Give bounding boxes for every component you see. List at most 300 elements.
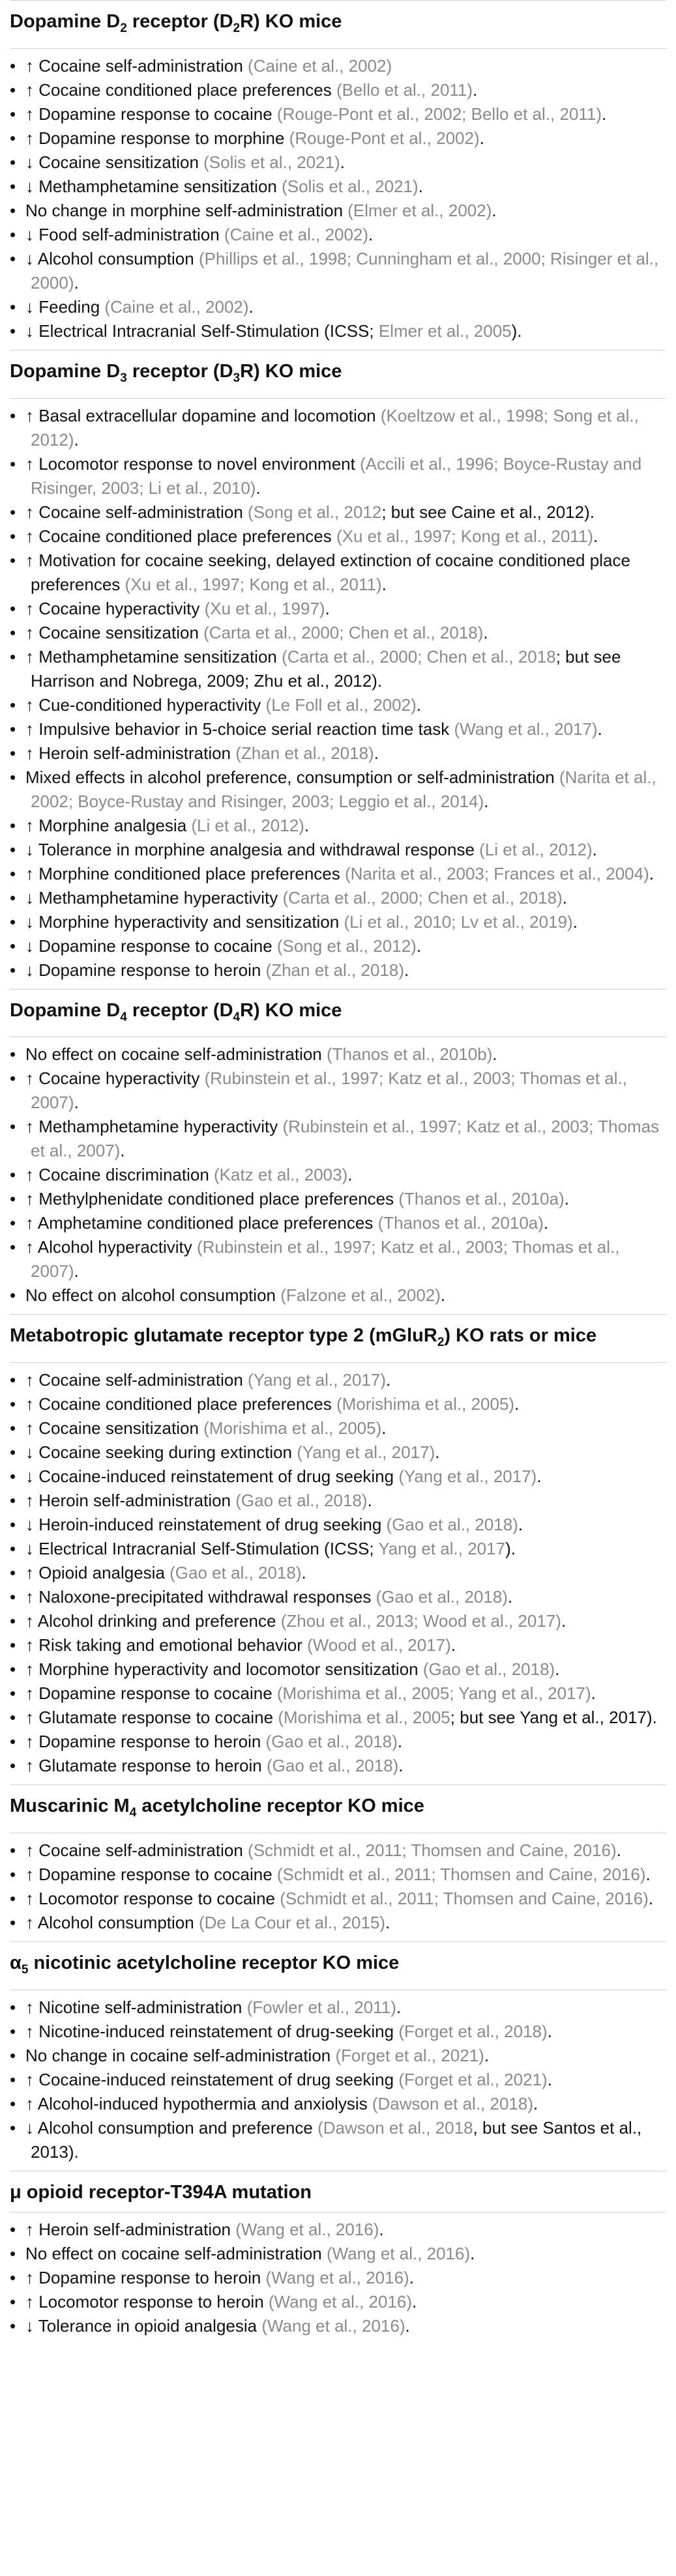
finding-item	[10, 2266, 666, 2290]
bullet-icon: •	[10, 1611, 16, 1631]
bullet-icon: •	[10, 598, 16, 618]
bullet-icon: •	[10, 887, 16, 908]
finding-tail: .	[74, 429, 79, 450]
citation-link[interactable]: (Wang et al., 2016)	[326, 2243, 471, 2263]
citation-link[interactable]: Yang et al., 2017	[378, 1539, 506, 1559]
citation-link[interactable]: (Wang et al., 2017)	[454, 719, 598, 739]
finding-text: ↑ Locomotor response to cocaine	[25, 1888, 280, 1908]
section-title: Dopamine $D_2$ receptor $(D_2R)$ KO mice	[10, 1, 666, 49]
citation-link[interactable]: (Gao et al., 2018)	[235, 1491, 368, 1511]
citation-link[interactable]: (Xu et al., 1997; Kong et al., 2011)	[336, 526, 594, 546]
finding-tail: .	[597, 719, 602, 739]
finding-item	[10, 1416, 666, 1440]
bullet-icon: •	[10, 1418, 16, 1438]
finding-text: ↑ Locomotor response to heroin	[25, 2291, 269, 2311]
bullet-icon: •	[10, 152, 16, 172]
citation-link[interactable]: (Wang et al., 2016)	[265, 2267, 409, 2287]
finding-text: ↑ Dopamine response to heroin	[25, 2267, 266, 2287]
finding-tail: .	[120, 1141, 125, 1161]
finding-text: ↓ Feeding	[25, 296, 105, 317]
finding-text: ↑ Cocaine hyperactivity	[25, 598, 205, 618]
finding-tail: ; but see Caine et al., 2012).	[381, 502, 595, 522]
finding-text: ↓ Food self-administration	[25, 224, 224, 244]
citation-link[interactable]: (Thanos et al., 2010a)	[377, 1213, 544, 1233]
bullet-icon: •	[10, 767, 16, 787]
finding-item	[10, 1609, 666, 1633]
bullet-icon: •	[10, 1563, 16, 1583]
finding-tail: .	[473, 79, 478, 100]
finding-tail: .	[367, 1491, 372, 1511]
citation-link[interactable]: (Song et al., 2012	[248, 502, 382, 522]
finding-text: ↑ Cocaine self-administration	[25, 502, 248, 522]
bullet-icon: •	[10, 550, 16, 570]
citation-link[interactable]: (Li et al., 2010; Lv et al., 2019)	[344, 911, 573, 932]
citation-link[interactable]: (Carta et al., 2000; Chen et al., 2018)	[282, 887, 563, 908]
finding-tail: .	[479, 128, 484, 148]
citation-link[interactable]: (Gao et al., 2018)	[422, 1659, 555, 1680]
section-title: Dopamine $D_4$ receptor $(D_4R)$ KO mice	[10, 990, 666, 1038]
finding-item	[10, 2242, 666, 2266]
finding-item	[10, 1235, 666, 1283]
finding-text: ↑ Morphine analgesia	[25, 815, 192, 835]
finding-text: ↑ Cocaine conditioned place preferences	[25, 1394, 336, 1414]
finding-tail: .	[514, 1394, 520, 1414]
bullet-icon: •	[10, 405, 16, 425]
finding-item	[10, 126, 666, 150]
finding-text: ↑ Opioid analgesia	[25, 1563, 170, 1583]
finding-text: ↑ Heroin self-administration	[25, 743, 236, 763]
citation-link[interactable]: (Caine et al., 2002)	[248, 55, 392, 76]
bullet-icon: •	[10, 1165, 16, 1185]
finding-text: ↑ Alcohol drinking and preference	[25, 1611, 281, 1631]
finding-item	[10, 1187, 666, 1211]
citation-link[interactable]: (Morishima et al., 2005	[278, 1708, 450, 1728]
bullet-icon: •	[10, 1213, 16, 1233]
finding-list	[10, 1990, 666, 2171]
finding-item	[10, 1392, 666, 1416]
finding-tail: .	[547, 2021, 552, 2041]
citation-link[interactable]: (Fowler et al., 2011)	[246, 1997, 396, 2017]
finding-tail: .	[374, 743, 379, 763]
citation-link[interactable]: (Forget et al., 2021)	[335, 2045, 484, 2065]
citation-link[interactable]: (Caine et al., 2002)	[104, 296, 249, 317]
citation-link[interactable]: (Solis et al., 2021)	[282, 176, 419, 196]
finding-text: ↓ Tolerance in opioid analgesia	[25, 2315, 262, 2336]
bullet-icon: •	[10, 1394, 16, 1414]
citation-link[interactable]: (Gao et al., 2018)	[386, 1515, 518, 1535]
finding-text: ↑ Basal extracellular dopamine and locomotion	[25, 405, 381, 425]
bullet-icon: •	[10, 453, 16, 474]
citation-link[interactable]: (Wood et al., 2017)	[307, 1635, 451, 1655]
finding-item	[10, 1368, 666, 1392]
citation-link[interactable]: (Li et al., 2012)	[479, 839, 593, 859]
finding-tail: .	[648, 1888, 654, 1908]
finding-item	[10, 524, 666, 549]
finding-text: ↑ Glutamate response to heroin	[25, 1756, 267, 1776]
finding-text: ↑ Cocaine conditioned place preferences	[25, 79, 336, 100]
finding-text: ↑ Cocaine self-administration	[25, 55, 248, 76]
finding-item	[10, 1911, 666, 1935]
bullet-icon: •	[10, 2093, 16, 2113]
finding-item	[10, 549, 666, 597]
finding-tail: .	[386, 1370, 391, 1390]
finding-item	[10, 1211, 666, 1235]
finding-item	[10, 741, 666, 766]
finding-list	[10, 1037, 666, 1314]
citation-link[interactable]: (Wang et al., 2016)	[261, 2315, 405, 2336]
finding-text: ↑ Heroin self-administration	[25, 2219, 236, 2239]
finding-item	[10, 1682, 666, 1706]
section	[10, 1314, 666, 1784]
bullet-icon: •	[10, 1840, 16, 1860]
finding-tail: .	[385, 1912, 390, 1932]
finding-text: ↓ Dopamine response to cocaine	[25, 936, 277, 956]
bullet-icon: •	[10, 1587, 16, 1607]
citation-link[interactable]: (Zhou et al., 2013; Wood et al., 2017)	[280, 1611, 561, 1631]
finding-text: ↑ Morphine hyperactivity and locomotor sensitization	[25, 1659, 423, 1680]
bullet-icon: •	[10, 1442, 16, 1463]
finding-text: ↓ Cocaine sensitization	[25, 152, 204, 172]
finding-text: ↓ Dopamine response to heroin	[25, 960, 266, 980]
finding-text: ↑ Alcohol hyperactivity	[25, 1237, 198, 1257]
finding-item	[10, 693, 666, 717]
finding-item	[10, 2314, 666, 2338]
citation-link[interactable]: (Yang et al., 2017)	[248, 1370, 387, 1390]
citation-link[interactable]: (Rubinstein et al., 1997; Katz et al., 2003; Thomas et al., 2007)	[31, 1068, 628, 1113]
citation-link[interactable]: (Morishima et al., 2005)	[336, 1394, 515, 1414]
finding-list	[10, 1363, 666, 1784]
citation-link[interactable]: (Carta et al., 2000; Chen et al., 2018)	[203, 622, 484, 642]
finding-text: ↓ Morphine hyperactivity and sensitization	[25, 911, 344, 932]
finding-item	[10, 886, 666, 910]
bullet-icon: •	[10, 1515, 16, 1535]
finding-text: ↑ Dopamine response to morphine	[25, 128, 289, 148]
finding-item	[10, 1489, 666, 1513]
citation-link[interactable]: (Yang et al., 2017)	[297, 1442, 435, 1463]
bullet-icon: •	[10, 960, 16, 980]
finding-text: ↓ Cocaine-induced reinstatement of drug seeking	[25, 1467, 399, 1487]
finding-tail: .	[405, 2315, 410, 2336]
finding-text: ↓ Cocaine seeking during extinction	[25, 1442, 297, 1463]
finding-item	[10, 1754, 666, 1778]
bullet-icon: •	[10, 1683, 16, 1704]
bullet-icon: •	[10, 1237, 16, 1257]
bullet-icon: •	[10, 936, 16, 956]
citation-link[interactable]: (Gao et al., 2018)	[266, 1756, 399, 1776]
bullet-icon: •	[10, 1491, 16, 1511]
bullet-icon: •	[10, 2117, 16, 2138]
finding-text: ↓ Alcohol consumption	[25, 248, 199, 268]
citation-link[interactable]: (Song et al., 2012)	[276, 936, 417, 956]
finding-item	[10, 1042, 666, 1066]
finding-item	[10, 2068, 666, 2092]
section	[10, 0, 666, 350]
citation-link[interactable]: (Dawson et al., 2018	[317, 2117, 473, 2138]
bullet-icon: •	[10, 1370, 16, 1390]
finding-tail: .	[74, 1261, 79, 1281]
citation-link[interactable]: (Wang et al., 2016)	[268, 2291, 413, 2311]
finding-tail: .	[564, 1189, 569, 1209]
finding-item	[10, 1839, 666, 1863]
citation-link[interactable]: (Rubinstein et al., 1997; Katz et al., 2003; Thomas et al., 2007)	[31, 1237, 620, 1281]
citation-link[interactable]: Elmer et al., 2005	[378, 321, 512, 341]
citation-link[interactable]: (Rubinstein et al., 1997; Katz et al., 2003; Thomas et al., 2007)	[31, 1117, 660, 1161]
finding-item	[10, 766, 666, 814]
bullet-icon: •	[10, 526, 16, 546]
citation-link[interactable]: (Morishima et al., 2005)	[203, 1418, 382, 1438]
finding-item	[10, 2218, 666, 2242]
finding-tail: .	[416, 694, 421, 715]
finding-text: ↑ Naloxone-precipitated withdrawal responses	[25, 1587, 376, 1607]
citation-link[interactable]: (Le Foll et al., 2002)	[265, 694, 417, 715]
finding-item	[10, 247, 666, 295]
bullet-icon: •	[10, 104, 16, 124]
finding-item	[10, 199, 666, 223]
finding-tail: .	[484, 2045, 490, 2065]
citation-link[interactable]: (Bello et al., 2011)	[336, 79, 473, 100]
finding-tail: .	[602, 104, 607, 124]
finding-item	[10, 1657, 666, 1682]
finding-tail: .	[256, 478, 261, 498]
citation-link[interactable]: (Dawson et al., 2018)	[372, 2093, 533, 2113]
citation-link[interactable]: (Schmidt et al., 2011; Thomsen and Caine, 2016)	[280, 1888, 649, 1908]
citation-link[interactable]: (Narita et al., 2003; Frances et al., 2004)	[344, 863, 649, 883]
finding-tail: .	[381, 1418, 387, 1438]
section	[10, 1941, 666, 2171]
finding-tail: .	[440, 1285, 446, 1306]
citation-link[interactable]: (Yang et al., 2017)	[398, 1467, 537, 1487]
bullet-icon: •	[10, 1117, 16, 1137]
finding-item	[10, 645, 666, 693]
bullet-icon: •	[10, 863, 16, 883]
finding-item	[10, 1561, 666, 1585]
finding-text: No change in morphine self-administration	[25, 200, 348, 220]
citation-link[interactable]: (Accili et al., 1996; Boyce-Rustay and Risinger, 2003; Li et al., 2010)	[31, 453, 642, 498]
finding-item	[10, 1066, 666, 1115]
finding-item	[10, 862, 666, 886]
finding-item	[10, 597, 666, 621]
bullet-icon: •	[10, 1864, 16, 1884]
citation-link[interactable]: (Thanos et al., 2010a)	[398, 1189, 565, 1209]
section-title: Muscarinic $M_4$ acetylcholine receptor KO mice	[10, 1785, 666, 1833]
finding-text: ↑ Cocaine self-administration	[25, 1840, 248, 1860]
bullet-icon: •	[10, 176, 16, 196]
finding-item	[10, 319, 666, 343]
bullet-icon: •	[10, 1708, 16, 1728]
citation-link[interactable]: (Rouge-Pont et al., 2002; Bello et al., 2011)	[276, 104, 602, 124]
bullet-icon: •	[10, 743, 16, 763]
citation-link[interactable]: (Thanos et al., 2010b)	[326, 1044, 493, 1065]
citation-link[interactable]: (Zhan et al., 2018)	[265, 960, 405, 980]
citation-link[interactable]: (Xu et al., 1997)	[204, 598, 325, 618]
finding-item	[10, 78, 666, 102]
bullet-icon: •	[10, 2219, 16, 2239]
citation-link[interactable]: (Carta et al., 2000; Chen et al., 2018	[282, 646, 556, 666]
finding-text: ↓ Tolerance in morphine analgesia and withdrawal response	[25, 839, 480, 859]
finding-text: ↑ Methamphetamine sensitization	[25, 646, 282, 666]
finding-tail: .	[404, 960, 409, 980]
citation-link[interactable]: (Wang et al., 2016)	[235, 2219, 379, 2239]
section-title: $\alpha_5$ nicotinic acetylcholine receptor KO mice	[10, 1942, 666, 1990]
bullet-icon: •	[10, 911, 16, 932]
finding-item	[10, 452, 666, 500]
bullet-icon: •	[10, 1888, 16, 1908]
finding-tail: .	[572, 911, 578, 932]
finding-text: ↓ Heroin-induced reinstatement of drug seeking	[25, 1515, 387, 1535]
citation-link[interactable]: (Rouge-Pont et al., 2002)	[289, 128, 480, 148]
finding-text: ↓ Electrical Intracranial Self-Stimulation (ICSS;	[25, 321, 379, 341]
finding-item	[10, 2044, 666, 2068]
bullet-icon: •	[10, 2045, 16, 2065]
finding-tail: .	[418, 176, 423, 196]
finding-tail: .	[492, 200, 497, 220]
finding-tail: .	[340, 152, 345, 172]
bullet-icon: •	[10, 1539, 16, 1559]
citation-link[interactable]: (Katz et al., 2003)	[214, 1165, 348, 1185]
finding-text: ↑ Morphine conditioned place preferences	[25, 863, 345, 883]
finding-text: ↓ Methamphetamine sensitization	[25, 176, 282, 196]
finding-text: ↑ Motivation for cocaine seeking, delayed extinction of cocaine conditioned place preferences	[25, 550, 630, 594]
finding-tail: .	[536, 1467, 542, 1487]
finding-tail: .	[492, 1044, 497, 1065]
finding-text: ↑ Nicotine self-administration	[25, 1997, 247, 2017]
finding-item	[10, 404, 666, 452]
finding-item	[10, 1887, 666, 1911]
finding-item	[10, 223, 666, 247]
citation-link[interactable]: (Schmidt et al., 2011; Thomsen and Caine, 2016)	[248, 1840, 617, 1860]
finding-tail: .	[416, 936, 422, 956]
finding-tail: .	[543, 1213, 549, 1233]
finding-tail: , but see Santos et al., 2013).	[31, 2117, 642, 2162]
finding-text: ↑ Alcohol consumption	[25, 1912, 199, 1932]
citation-link[interactable]: (Morishima et al., 2005; Yang et al., 2017)	[276, 1683, 591, 1704]
finding-item	[10, 2116, 666, 2164]
finding-item	[10, 102, 666, 126]
citation-link[interactable]: (Forget et al., 2018)	[398, 2021, 548, 2041]
finding-tail: .	[649, 863, 654, 883]
bullet-icon: •	[10, 1044, 16, 1065]
citation-link[interactable]: (Schmidt et al., 2011; Thomsen and Caine, 2016)	[276, 1864, 646, 1884]
finding-text: Mixed effects in alcohol preference, consumption or self-administration	[25, 767, 559, 787]
citation-link[interactable]: (Gao et al., 2018)	[375, 1587, 508, 1607]
finding-tail: .	[561, 1611, 566, 1631]
bullet-icon: •	[10, 1756, 16, 1776]
finding-text: ↑ Cocaine self-administration	[25, 1370, 248, 1390]
bullet-icon: •	[10, 79, 16, 100]
finding-text: ↓ Methamphetamine hyperactivity	[25, 887, 283, 908]
bullet-icon: •	[10, 2243, 16, 2263]
finding-tail: .	[347, 1165, 353, 1185]
finding-tail: .	[470, 2243, 475, 2263]
finding-tail: .	[518, 1515, 523, 1535]
finding-tail: .	[379, 2219, 384, 2239]
finding-text: ↑ Dopamine response to heroin	[25, 1732, 266, 1752]
finding-tail: .	[645, 1864, 651, 1884]
finding-text: ↑ Impulsive behavior in 5-choice serial reaction time task	[25, 719, 454, 739]
finding-text: ↑ Cocaine discrimination	[25, 1165, 214, 1185]
finding-tail: ; but see Harrison and Nobrega, 2009; Zhu et al., 2012).	[31, 646, 621, 691]
finding-text: ↑ Methamphetamine hyperactivity	[25, 1117, 283, 1137]
finding-text: ↑ Methylphenidate conditioned place preferences	[25, 1189, 399, 1209]
bullet-icon: •	[10, 2021, 16, 2041]
finding-item	[10, 1283, 666, 1308]
finding-item	[10, 814, 666, 838]
finding-tail: .	[547, 2069, 552, 2089]
finding-text: ↑ Cocaine sensitization	[25, 622, 204, 642]
citation-link[interactable]: (Zhan et al., 2018)	[235, 743, 374, 763]
finding-text: ↑ Dopamine response to cocaine	[25, 104, 277, 124]
finding-tail: .	[533, 2093, 538, 2113]
finding-list	[10, 49, 666, 350]
bullet-icon: •	[10, 1068, 16, 1089]
citation-link[interactable]: (Li et al., 2012)	[191, 815, 304, 835]
finding-item	[10, 1465, 666, 1489]
finding-item	[10, 175, 666, 199]
finding-item	[10, 1706, 666, 1730]
citation-link[interactable]: (Gao et al., 2018)	[265, 1732, 398, 1752]
bullet-icon: •	[10, 622, 16, 642]
citation-link[interactable]: (Narita et al., 2002; Boyce-Rustay and Risinger, 2003; Leggio et al., 2014)	[31, 767, 656, 811]
bullet-icon: •	[10, 1285, 16, 1306]
citation-link[interactable]: (Caine et al., 2002)	[224, 224, 369, 244]
finding-text: ↑ Cocaine hyperactivity	[25, 1068, 205, 1089]
finding-text: ↓ Alcohol consumption and preference	[25, 2117, 318, 2138]
citation-link[interactable]: (Gao et al., 2018)	[169, 1563, 302, 1583]
finding-item	[10, 1537, 666, 1561]
bullet-icon: •	[10, 1189, 16, 1209]
finding-tail: ).	[511, 321, 522, 341]
citation-link[interactable]: (Solis et al., 2021)	[203, 152, 340, 172]
finding-text: ↑ Glutamate response to cocaine	[25, 1708, 278, 1728]
citation-link[interactable]: (Phillips et al., 1998; Cunningham et al., 2000; Risinger et al., 2000)	[31, 248, 659, 293]
finding-list	[10, 2212, 666, 2345]
finding-text: ↑ Heroin self-administration	[25, 1491, 236, 1511]
section-title: Metabotropic glutamate receptor type 2 (mGluR$_2$) KO rats or mice	[10, 1315, 666, 1363]
finding-text: ↑ Risk taking and emotional behavior	[25, 1635, 308, 1655]
bullet-icon: •	[10, 224, 16, 244]
bullet-icon: •	[10, 694, 16, 715]
finding-item	[10, 1730, 666, 1754]
finding-item	[10, 934, 666, 958]
citation-link[interactable]: (Forget et al., 2021)	[398, 2069, 548, 2089]
finding-tail: .	[325, 598, 330, 618]
finding-tail: .	[435, 1442, 440, 1463]
bullet-icon: •	[10, 2069, 16, 2089]
finding-tail: .	[555, 1659, 560, 1680]
citation-link[interactable]: (Elmer et al., 2002)	[347, 200, 492, 220]
citation-link[interactable]: (Koeltzow et al., 1998; Song et al., 2012)	[31, 405, 639, 450]
citation-link[interactable]: (Xu et al., 1997; Kong et al., 2011)	[125, 574, 382, 594]
finding-item	[10, 295, 666, 319]
finding-tail: .	[74, 272, 79, 293]
finding-text: ↓ Electrical Intracranial Self-Stimulation (ICSS;	[25, 1539, 379, 1559]
section-title: Dopamine $D_3$ receptor $(D_3R)$ KO mice	[10, 351, 666, 399]
finding-tail: .	[483, 622, 488, 642]
citation-link[interactable]: (Falzone et al., 2002)	[280, 1285, 441, 1306]
finding-tail: .	[248, 296, 254, 317]
bullet-icon: •	[10, 55, 16, 76]
finding-text: ↑ Cocaine-induced reinstatement of drug seeking	[25, 2069, 399, 2089]
finding-text: ↑ Dopamine response to cocaine	[25, 1864, 277, 1884]
section	[10, 2171, 666, 2345]
bullet-icon: •	[10, 1659, 16, 1680]
finding-item	[10, 1115, 666, 1163]
bullet-icon: •	[10, 128, 16, 148]
finding-item	[10, 1633, 666, 1657]
finding-tail: .	[301, 1563, 306, 1583]
bullet-icon: •	[10, 719, 16, 739]
citation-link[interactable]: (De La Cour et al., 2015)	[198, 1912, 386, 1932]
